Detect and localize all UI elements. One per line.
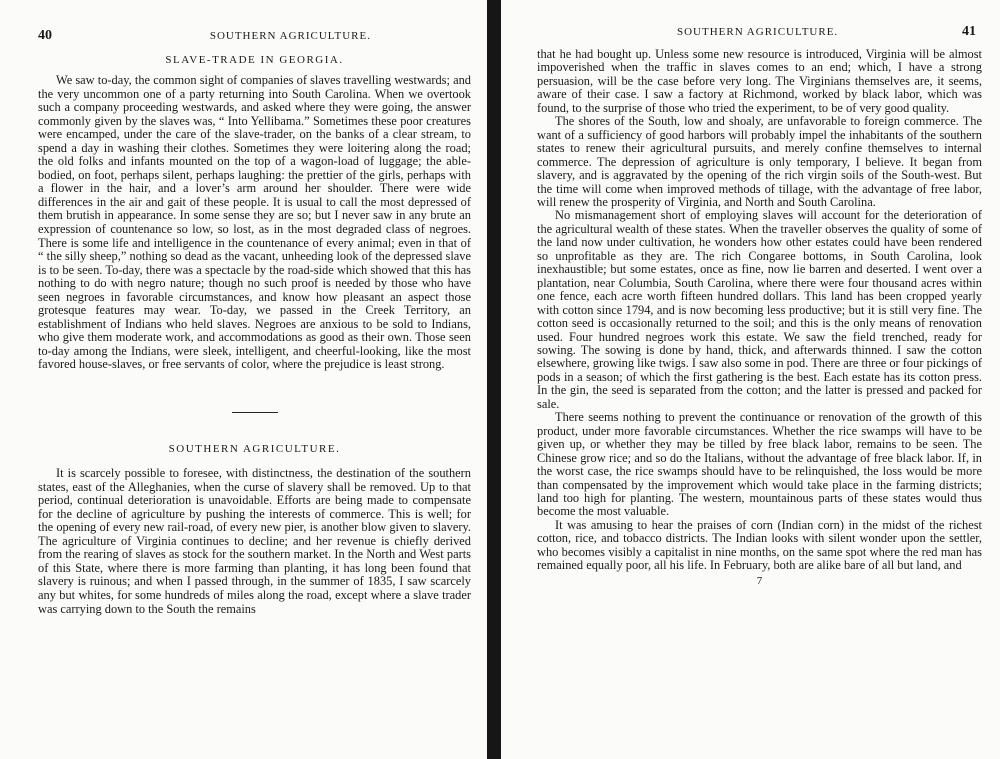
article-title-slave-trade: SLAVE-TRADE IN GEORGIA.	[165, 54, 344, 66]
right-page	[501, 0, 1000, 759]
running-head-right: SOUTHERN AGRICULTURE.	[677, 26, 839, 38]
article-body-southern-agriculture: It is scarcely possible to foresee, with distinctness, the destination of the southern states, east of the Alleghanies, when the curse of slavery shall be removed. Up to that period, continual deterioration is unavoidable. Efforts are being made to compensate for the decline of agriculture by pushing the interests of commerce. This is well; for the opening of every new rail-road, of every new pier, is another blow given to slavery. The agriculture of Virginia continues to decline; and her revenue is chiefly derived from the rearing of slaves as stock for the southern market. In the North and West parts of this State, where there is more farming than planting, it has long been found that slavery is ruinous; and when I passed through, in the summer of 1835, I saw scarcely any but whites, for some hundreds of miles along the road, except where a slave trader was carrying down to the South the remains	[38, 466, 471, 616]
signature-mark: 7	[756, 574, 763, 587]
article-body-slave-trade: We saw to-day, the common sight of companies of slaves travelling westwards; and the very uncommon one of a party returning into South Carolina. When we overtook such a company proceeding westwards, and asked where they were going, the answer commonly given by the slaves was, “ Into Yellibama.” Sometimes these poor creatures were encamped, under the care of the slave-trader, on the banks of a clear stream, to spend a day in washing their clothes. Sometimes they were loitering along the road; the old folks and infants mounted on the top of a wagon-load of luggage; the able-bodied, on foot, perhaps silent, perhaps laughing: the prettier of the girls, perhaps with a flower in the hair, and a lover’s arm around her shoulder. There were wide differences in the air and gait of these people. It is usual to call the most depressed of them brutish in appearance. In some sense they are so; but I never saw in any brute an expression of countenance so low, so lost, as in the most degraded class of negroes. There is some life and intelligence in the countenance of every animal; even in that of “ the silly sheep,” nothing so dead as the vacant, unheeding look of the depressed slave is to be seen. To-day, there was a spectacle by the road-side which showed that this has nothing to do with negro nature; though no such proof is needed by those who have seen negroes in favorable circumstances, and know how pleasant an aspect those grotesque features may wear. To-day, we passed in the Creek Territory, an establishment of Indians who held slaves. Negroes are anxious to be sold to Indians, who give them moderate work, and accommodations as good as their own. Those seen to-day among the Indians, were sleek, intelligent, and cheerful-looking, like the most favored house-slaves, or free servants of color, where the prejudice is least strong.	[38, 73, 471, 372]
running-head-left: SOUTHERN AGRICULTURE.	[209, 30, 371, 42]
paragraph: No mismanagement short of employing slaves will account for the deterioration of the agricultural wealth of these states. When the traveller observes the quality of some of the land now under cultivation, he wonders how other estates could have been rendered so unprofitable as they are. The rich Congaree bottoms, in South Carolina, look inexhaustible; but some estates, once as fine, now lie barren and deserted. I went over a plantation, near Columbia, South Carolina, where there were four thousand acres within one fence, each acre worth fifteen hundred dollars. This land has been cropped yearly with cotton since 1794, and is now becoming less productive; but it is still very fine. The cotton seed is occasionally returned to the soil; and this is the only means of renovation used. Four hundred negroes work this estate. We saw the field trenched, ready for sowing. The sowing is done by hand, thick, and afterwards thinned. I saw the cotton elsewhere, growing like twigs. I saw also some in pod. There are three or four pickings of pods in a season; of which the first gathering is the best. Each estate has its cotton press. In the gin, the seed is separated from the cotton; and the latter is pressed and packed for sale.	[537, 208, 982, 411]
left-page-header	[38, 28, 471, 44]
page-number-left: 40	[38, 28, 52, 43]
article-title-southern-agriculture: SOUTHERN AGRICULTURE.	[168, 443, 341, 456]
paragraph: It was amusing to hear the praises of corn (Indian corn) in the midst of the richest cotton, rice, and tobacco districts. The Indian looks with silent wonder upon the settler, who becomes visibly a capitalist in nine months, on the same spot where the red man has remained equally poor, all his life. In February, both are alike bare of all but land, and	[537, 517, 982, 573]
page-number-right: 41	[962, 24, 976, 39]
book-gutter	[487, 0, 501, 759]
right-page-header	[537, 24, 982, 40]
left-page	[0, 0, 487, 759]
paragraph: that he had bought up. Unless some new resource is introduced, Virginia will be almost impoverished when the traffic in slaves comes to an end; which, I have a strong persuasion, will be the case before very long. The Virginians themselves are, it seems, aware of their case. I saw a factory at Richmond, worked by black labor, which was found, to the surprise of those who tried the experiment, to be of very good quality.	[537, 47, 982, 115]
paragraph: The shores of the South, low and shoaly, are unfavorable to foreign commerce. The want of a sufficiency of good harbors will probably impel the inhabitants of the southern states to renew their agricultural pursuits, and merely confine themselves to internal commerce. The depression of agriculture is only temporary, I believe. It began from slavery, and is aggravated by the opening of the rich virgin soils of the South-west. But the time will come when improved methods of tillage, with the advantage of free labor, will renew the prosperity of Virginia, and North and South Carolina.	[537, 114, 982, 209]
section-divider	[232, 412, 278, 413]
paragraph: There seems nothing to prevent the continuance or renovation of the growth of this product, under more favorable circumstances. Whether the rice swamps will have to be given up, or whether they may be tilled by free black labor, remains to be seen. The Chinese grow rice; and so do the Italians, without the advantage of free black labor. If, in the worst case, the rice swamps should have to be relinquished, the loss would be more than compensated by the improvement which would take place in the farming districts; land too high for planting. The western, mountainous parts of these states would thus become the most valuable.	[537, 410, 982, 519]
